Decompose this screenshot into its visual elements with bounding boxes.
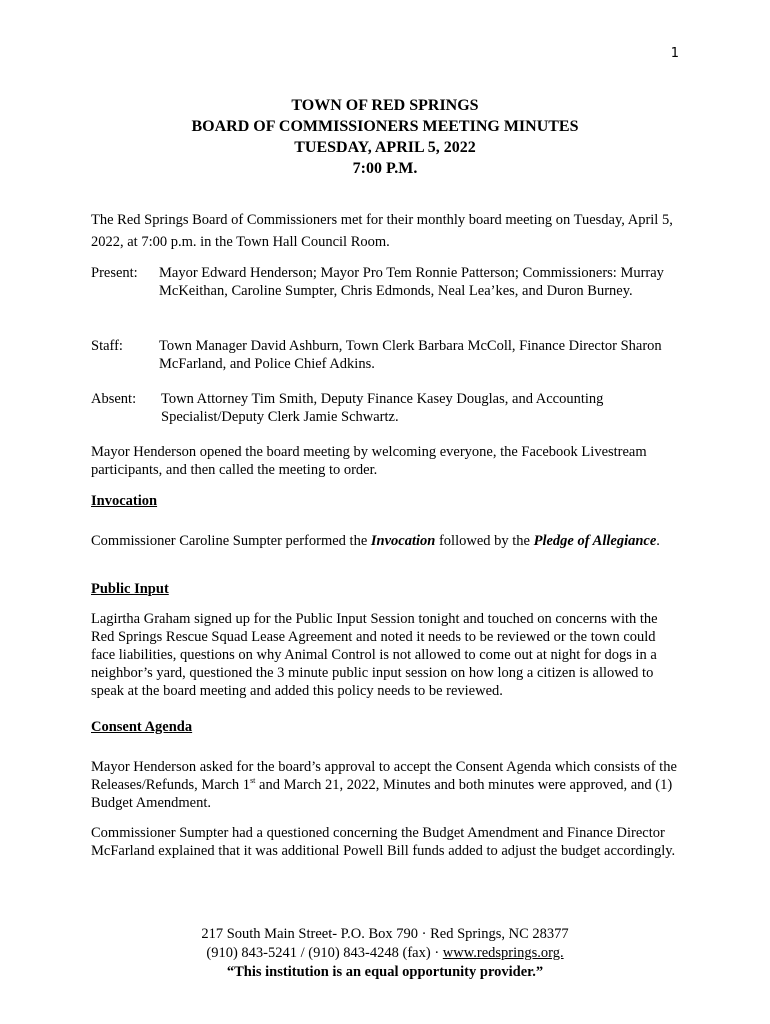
absent-value: Town Attorney Tim Smith, Deputy Finance Kasey Douglas, and Accounting Specialist/Deputy Clerk Jamie Schwartz. xyxy=(161,391,604,425)
present-value: Mayor Edward Henderson; Mayor Pro Tem Ronnie Patterson; Commissioners: Murray McKeithan, Caroline Sumpter, Chris Edmonds, Neal Lea’kes, and Duron Burney. xyxy=(159,265,664,299)
header-time: 7:00 P.M. xyxy=(352,160,418,177)
page-footer xyxy=(0,925,770,982)
public-input-paragraph: Lagirtha Graham signed up for the Public Input Session tonight and touched on concerns with the Red Springs Rescue Squad Lease Agreement and noted it needs to be reviewed or the town could face liabilities, questions on why Animal Control is not allowed to come out at night for dogs in a neighbor’s yard, questioned the 3 minute public input session on how long a citizen is allowed to speak at the board meeting and added this policy needs to be reviewed. xyxy=(91,611,658,699)
header-date: TUESDAY, APRIL 5, 2022 xyxy=(294,139,476,156)
footer-contact xyxy=(0,944,770,963)
pledge-emphasis: Pledge of Allegiance xyxy=(533,533,657,549)
invocation-text-middle: followed by the xyxy=(435,533,534,549)
staff-row xyxy=(91,337,681,373)
footer-phone: (910) 843-5241 / (910) 843-4248 (fax) · xyxy=(206,945,443,961)
footer-address: 217 South Main Street- P.O. Box 790 · Red Springs, NC 28377 xyxy=(201,926,569,942)
page-number: 1 xyxy=(670,46,679,61)
public-input-heading: Public Input xyxy=(91,581,169,597)
header-town: TOWN OF RED SPRINGS xyxy=(291,97,479,114)
consent-text-before: Mayor Henderson asked for the board’s approval to accept the Consent Agenda which consists of the Releases/Refunds, March 1 xyxy=(91,759,677,793)
invocation-emphasis: Invocation xyxy=(370,533,436,549)
document-header xyxy=(0,95,770,179)
staff-label: Staff: xyxy=(91,338,123,354)
website-link[interactable]: www.redsprings.org. xyxy=(442,945,564,961)
consent-agenda-heading: Consent Agenda xyxy=(91,719,193,735)
ordinal-suffix: st xyxy=(250,776,256,786)
staff-value: Town Manager David Ashburn, Town Clerk Barbara McColl, Finance Director Sharon McFarland, and Police Chief Adkins. xyxy=(159,338,662,372)
invocation-text-before: Commissioner Caroline Sumpter performed the xyxy=(91,533,371,549)
absent-row xyxy=(91,390,681,426)
invocation-heading: Invocation xyxy=(91,493,158,509)
absent-label: Absent: xyxy=(91,391,137,407)
intro-paragraph: The Red Springs Board of Commissioners met for their monthly board meeting on Tuesday, April 5, 2022, at 7:00 p.m. in the Town Hall Council Room. xyxy=(91,212,673,250)
present-label: Present: xyxy=(91,265,138,281)
footer-motto: “This institution is an equal opportunity provider.” xyxy=(226,964,544,980)
header-board: BOARD OF COMMISSIONERS MEETING MINUTES xyxy=(191,118,579,135)
invocation-text-after: . xyxy=(656,533,660,549)
invocation-paragraph xyxy=(91,532,681,550)
consent-agenda-paragraph xyxy=(91,758,681,812)
opening-paragraph: Mayor Henderson opened the board meeting by welcoming everyone, the Facebook Livestream participants, and then called the meeting to order. xyxy=(91,444,647,478)
present-row xyxy=(91,264,681,300)
consent-text-after: and March 21, 2022, Minutes and both minutes were approved, and (1) Budget Amendment. xyxy=(91,777,673,811)
budget-amendment-paragraph: Commissioner Sumpter had a questioned concerning the Budget Amendment and Finance Director McFarland explained that it was additional Powell Bill funds added to adjust the budget accordingly. xyxy=(91,825,676,859)
